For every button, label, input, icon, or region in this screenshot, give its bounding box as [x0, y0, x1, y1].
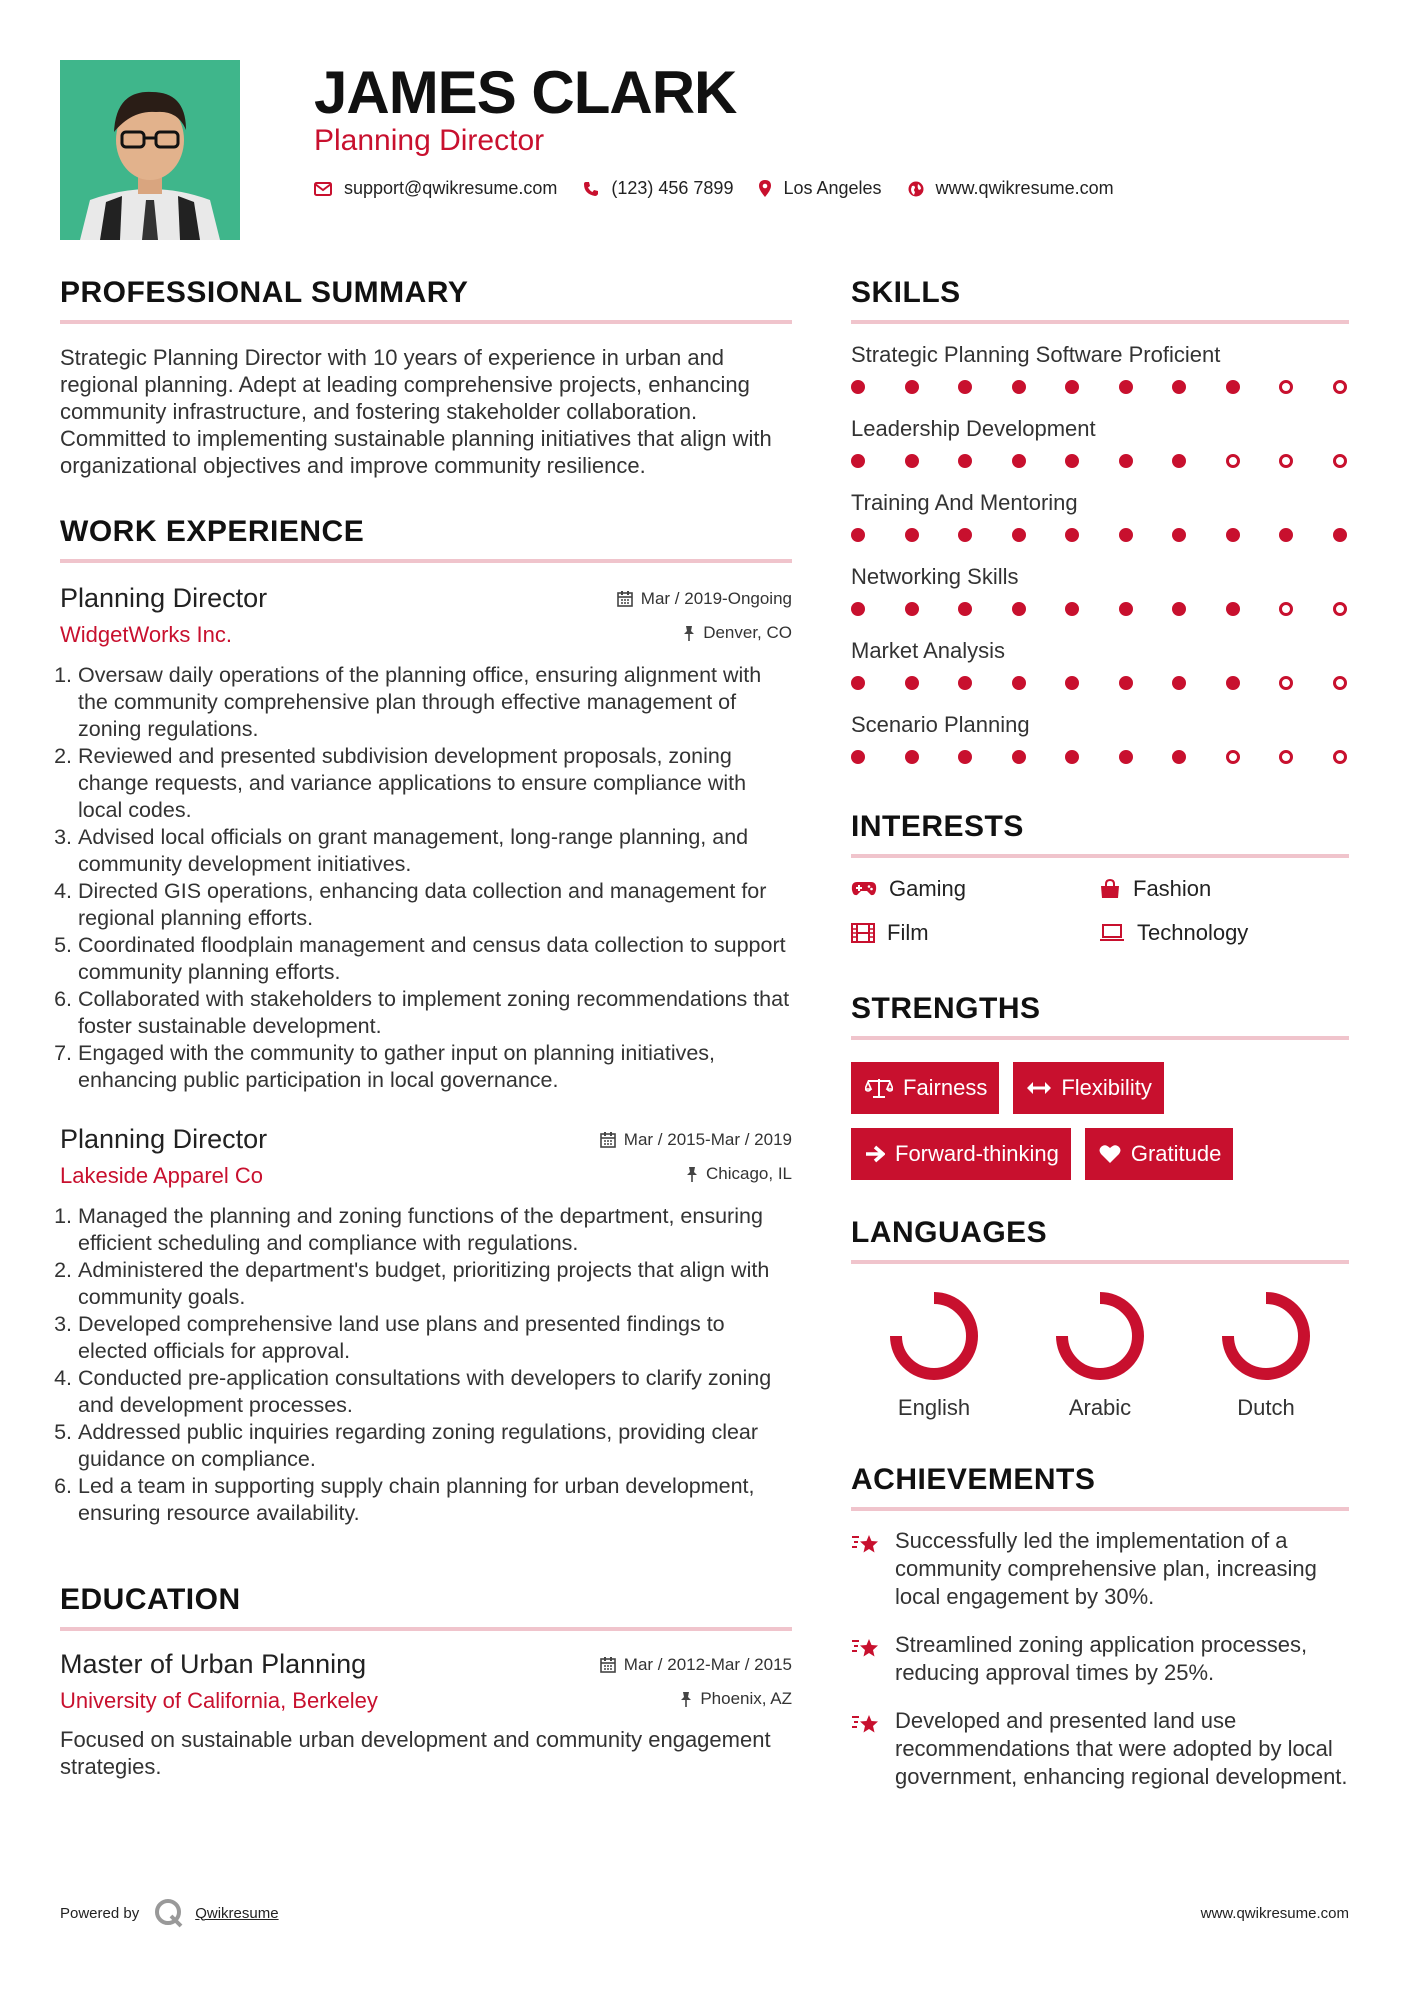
- heart-icon: [1099, 1144, 1121, 1164]
- achievement-text: Developed and presented land use recommendations that were adopted by local government, enhancing regional development.: [895, 1708, 1348, 1789]
- achievements-list: [851, 1527, 1349, 1791]
- achievement-item: [851, 1631, 1349, 1687]
- degree-title: Master of Urban Planning: [60, 1649, 367, 1679]
- shooting-star-icon: [851, 1635, 881, 1661]
- skill-item: [851, 342, 1349, 394]
- rating-dot-empty: [1226, 454, 1240, 468]
- list-item: 1. Oversaw daily operations of the planning office, ensuring alignment with the community comprehensive plan through effective management of zoning regulations.: [78, 662, 792, 743]
- job-title: Planning Director: [60, 583, 268, 613]
- rating-dot-filled: [1172, 676, 1186, 690]
- skill-rating: [851, 750, 1349, 764]
- list-item: 6. Led a team in supporting supply chain planning for urban development, ensuring resource availability.: [78, 1473, 792, 1527]
- list-item: 2. Administered the department's budget, prioritizing projects that align with community goals.: [78, 1257, 792, 1311]
- achievements-heading: ACHIEVEMENTS: [851, 1463, 1096, 1496]
- strength-tag: [851, 1128, 1071, 1180]
- rating-dot-filled: [1172, 602, 1186, 616]
- section-divider: [60, 559, 792, 563]
- rating-dot-filled: [1012, 676, 1026, 690]
- interest-label: Film: [887, 920, 929, 945]
- rating-dot-filled: [851, 528, 865, 542]
- job-bullets: [60, 1203, 792, 1527]
- rating-dot-filled: [1012, 602, 1026, 616]
- strength-label: Forward-thinking: [895, 1141, 1059, 1166]
- rating-dot-filled: [1012, 380, 1026, 394]
- summary-heading: PROFESSIONAL SUMMARY: [60, 276, 469, 309]
- section-divider: [851, 1260, 1349, 1264]
- skill-item: [851, 416, 1349, 468]
- arrow-right-icon: [865, 1145, 885, 1163]
- rating-dot-filled: [1119, 454, 1133, 468]
- gamepad-icon: [851, 881, 877, 897]
- list-item: 3. Advised local officials on grant management, long-range planning, and community development initiatives.: [78, 824, 792, 878]
- list-item: 3. Developed comprehensive land use plans and presented findings to elected officials for approval.: [78, 1311, 792, 1365]
- education-heading: EDUCATION: [60, 1583, 241, 1616]
- skill-rating: [851, 528, 1349, 542]
- rating-dot-filled: [851, 380, 865, 394]
- website-text: www.qwikresume.com: [935, 178, 1114, 198]
- envelope-icon: [314, 182, 332, 196]
- rating-dot-filled: [1119, 380, 1133, 394]
- summary-text: Strategic Planning Director with 10 years of experience in urban and regional planning. Adept at leading comprehensive projects, enhancing community infrastructure, and fostering stakeholder collaboration. Committed to implementing sustainable planning initiatives that align with organizational objectives and improve community resilience.: [60, 345, 772, 478]
- skill-item: [851, 490, 1349, 542]
- shooting-star-icon: [851, 1531, 881, 1557]
- section-divider: [851, 854, 1349, 858]
- qwikresume-logo-icon: [153, 1898, 185, 1928]
- interest-label: Gaming: [889, 876, 967, 901]
- skill-name: Training And Mentoring: [851, 490, 1078, 515]
- rating-dot-empty: [1279, 676, 1293, 690]
- rating-dot-empty: [1333, 750, 1347, 764]
- education-description: Focused on sustainable urban development and community engagement strategies.: [60, 1727, 771, 1779]
- skill-item: [851, 564, 1349, 616]
- job-dates: Mar / 2019-Ongoing: [640, 589, 792, 608]
- language-ring-arc: [1062, 1298, 1138, 1374]
- contact-website[interactable]: [908, 178, 1114, 199]
- section-divider: [851, 1036, 1349, 1040]
- rating-dot-filled: [1279, 528, 1293, 542]
- rating-dot-filled: [851, 676, 865, 690]
- rating-dot-empty: [1279, 454, 1293, 468]
- skill-item: [851, 712, 1349, 764]
- rating-dot-filled: [1172, 750, 1186, 764]
- phone-text: (123) 456 7899: [611, 178, 734, 198]
- achievement-text: Successfully led the implementation of a community comprehensive plan, increasing local engagement by 30%.: [895, 1528, 1317, 1609]
- interests-heading: INTERESTS: [851, 810, 1024, 843]
- calendar-icon: [600, 1132, 616, 1148]
- strength-label: Flexibility: [1061, 1075, 1152, 1100]
- map-marker-icon: [759, 180, 771, 197]
- skill-name: Leadership Development: [851, 416, 1096, 441]
- rating-dot-filled: [1226, 528, 1240, 542]
- interest-item: [1099, 876, 1349, 902]
- list-item: 2. Reviewed and presented subdivision development proposals, zoning change requests, and variance applications to ensure compliance with local codes.: [78, 743, 792, 824]
- list-item: 6. Collaborated with stakeholders to implement zoning recommendations that foster sustainable development.: [78, 986, 792, 1040]
- rating-dot-filled: [1119, 528, 1133, 542]
- skill-name: Strategic Planning Software Proficient: [851, 342, 1221, 367]
- interest-label: Fashion: [1133, 876, 1212, 901]
- phone-icon: [583, 181, 599, 197]
- candidate-name: JAMES CLARK: [314, 59, 737, 126]
- list-item: 4. Conducted pre-application consultations with developers to clarify zoning and development processes.: [78, 1365, 792, 1419]
- rating-dot-filled: [958, 528, 972, 542]
- rating-dot-filled: [1065, 528, 1079, 542]
- contact-bar: [314, 178, 1140, 199]
- education-dates: Mar / 2012-Mar / 2015: [623, 1655, 792, 1674]
- education-entry: [60, 1649, 792, 1780]
- brand-link[interactable]: Qwikresume: [195, 1904, 279, 1922]
- language-ring: [1052, 1288, 1148, 1384]
- rating-dot-filled: [905, 454, 919, 468]
- job-entry: [60, 1124, 792, 1527]
- rating-dot-filled: [958, 454, 972, 468]
- shooting-star-icon: [851, 1711, 881, 1737]
- achievement-item: [851, 1527, 1349, 1611]
- interest-label: Technology: [1137, 920, 1249, 945]
- powered-by-label: Powered by: [60, 1904, 140, 1922]
- rating-dot-filled: [1065, 454, 1079, 468]
- section-divider: [60, 320, 792, 324]
- language-ring: [886, 1288, 982, 1384]
- rating-dot-filled: [1012, 454, 1026, 468]
- list-item: 7. Engaged with the community to gather input on planning initiatives, enhancing public participation in local governance.: [78, 1040, 792, 1094]
- interest-item: [1099, 920, 1349, 946]
- rating-dot-filled: [1065, 380, 1079, 394]
- strength-label: Gratitude: [1130, 1141, 1222, 1166]
- calendar-icon: [617, 591, 633, 607]
- candidate-title: Planning Director: [314, 124, 545, 157]
- rating-dot-filled: [905, 676, 919, 690]
- rating-dot-filled: [1226, 602, 1240, 616]
- rating-dot-empty: [1279, 750, 1293, 764]
- rating-dot-empty: [1333, 380, 1347, 394]
- language-item: [851, 1288, 1017, 1421]
- globe-icon: [908, 181, 924, 197]
- laptop-icon: [1099, 924, 1125, 942]
- achievement-text: Streamlined zoning application processes, reducing approval times by 25%.: [895, 1632, 1308, 1685]
- skills-heading: SKILLS: [851, 276, 961, 309]
- film-icon: [851, 923, 875, 943]
- rating-dot-filled: [851, 454, 865, 468]
- contact-email[interactable]: [314, 178, 557, 199]
- interests-list: [851, 876, 1349, 946]
- rating-dot-filled: [1172, 528, 1186, 542]
- rating-dot-empty: [1279, 380, 1293, 394]
- job-dates: Mar / 2015-Mar / 2019: [623, 1130, 792, 1149]
- powered-by: [60, 1898, 279, 1928]
- list-item: 5. Addressed public inquiries regarding zoning regulations, providing clear guidance on compliance.: [78, 1419, 792, 1473]
- rating-dot-filled: [1065, 750, 1079, 764]
- rating-dot-empty: [1279, 602, 1293, 616]
- rating-dot-filled: [851, 750, 865, 764]
- balance-scale-icon: [865, 1077, 893, 1099]
- list-item: 5. Coordinated floodplain management and census data collection to support community planning efforts.: [78, 932, 792, 986]
- strength-tag: [1085, 1128, 1234, 1180]
- education-location: Phoenix, AZ: [700, 1689, 792, 1708]
- rating-dot-filled: [958, 676, 972, 690]
- rating-dot-filled: [1119, 750, 1133, 764]
- calendar-icon: [600, 1657, 616, 1673]
- job-company: WidgetWorks Inc.: [60, 622, 232, 647]
- rating-dot-filled: [1172, 380, 1186, 394]
- job-company: Lakeside Apparel Co: [60, 1163, 264, 1188]
- left-column: [60, 276, 792, 1780]
- language-name: English: [897, 1395, 971, 1420]
- rating-dot-filled: [905, 528, 919, 542]
- job-entry: [60, 583, 792, 1094]
- arrows-horizontal-icon: [1027, 1081, 1051, 1095]
- rating-dot-empty: [1333, 676, 1347, 690]
- interest-item: [851, 876, 1099, 902]
- pin-icon: [680, 1691, 692, 1707]
- experience-heading: WORK EXPERIENCE: [60, 515, 365, 548]
- rating-dot-filled: [1333, 528, 1347, 542]
- strength-tag: [851, 1062, 999, 1114]
- rating-dot-filled: [958, 380, 972, 394]
- school-name: University of California, Berkeley: [60, 1688, 378, 1713]
- skills-list: [851, 342, 1349, 764]
- rating-dot-empty: [1333, 454, 1347, 468]
- rating-dot-filled: [905, 750, 919, 764]
- language-name: Dutch: [1237, 1395, 1295, 1420]
- language-ring-arc: [896, 1298, 972, 1374]
- language-item: [1017, 1288, 1183, 1421]
- rating-dot-filled: [1065, 676, 1079, 690]
- list-item: 4. Directed GIS operations, enhancing data collection and management for regional planning efforts.: [78, 878, 792, 932]
- profile-photo: [60, 60, 240, 240]
- rating-dot-filled: [958, 750, 972, 764]
- language-ring: [1218, 1288, 1314, 1384]
- rating-dot-filled: [958, 602, 972, 616]
- skill-rating: [851, 602, 1349, 616]
- rating-dot-filled: [905, 380, 919, 394]
- right-column: [851, 276, 1349, 1791]
- rating-dot-filled: [905, 602, 919, 616]
- skill-name: Scenario Planning: [851, 712, 1030, 737]
- pin-icon: [686, 1166, 698, 1182]
- rating-dot-filled: [1012, 528, 1026, 542]
- rating-dot-filled: [1065, 602, 1079, 616]
- rating-dot-filled: [1119, 676, 1133, 690]
- section-divider: [60, 1627, 792, 1631]
- languages-list: [851, 1288, 1349, 1421]
- strength-tag: [1013, 1062, 1163, 1114]
- rating-dot-empty: [1333, 602, 1347, 616]
- language-ring-arc: [1228, 1298, 1304, 1374]
- shopping-bag-icon: [1099, 879, 1121, 899]
- pin-icon: [683, 625, 695, 641]
- footer-website[interactable]: www.qwikresume.com: [1200, 1904, 1349, 1922]
- strengths-heading: STRENGTHS: [851, 992, 1041, 1025]
- email-text: support@qwikresume.com: [344, 178, 558, 198]
- location-text: Los Angeles: [783, 178, 882, 198]
- rating-dot-filled: [851, 602, 865, 616]
- achievement-item: [851, 1707, 1349, 1791]
- section-divider: [851, 320, 1349, 324]
- section-divider: [851, 1507, 1349, 1511]
- job-location: Denver, CO: [703, 623, 792, 642]
- skill-rating: [851, 676, 1349, 690]
- rating-dot-filled: [1012, 750, 1026, 764]
- languages-heading: LANGUAGES: [851, 1216, 1048, 1249]
- skill-item: [851, 638, 1349, 690]
- skill-name: Market Analysis: [851, 638, 1006, 663]
- rating-dot-filled: [1119, 602, 1133, 616]
- contact-phone[interactable]: [583, 178, 733, 199]
- skill-name: Networking Skills: [851, 564, 1019, 589]
- rating-dot-filled: [1226, 380, 1240, 394]
- language-item: [1183, 1288, 1349, 1421]
- strengths-list: [851, 1062, 1349, 1194]
- interest-item: [851, 920, 1099, 946]
- list-item: 1. Managed the planning and zoning functions of the department, ensuring efficient scheduling and compliance with regulations.: [78, 1203, 792, 1257]
- contact-location: [759, 178, 881, 199]
- rating-dot-empty: [1226, 750, 1240, 764]
- job-title: Planning Director: [60, 1124, 268, 1154]
- rating-dot-filled: [1172, 454, 1186, 468]
- footer: [60, 1898, 1349, 1928]
- skill-rating: [851, 380, 1349, 394]
- skill-rating: [851, 454, 1349, 468]
- job-bullets: [60, 662, 792, 1094]
- job-location: Chicago, IL: [706, 1164, 792, 1183]
- strength-label: Fairness: [903, 1075, 988, 1100]
- language-name: Arabic: [1068, 1395, 1132, 1420]
- rating-dot-filled: [1226, 676, 1240, 690]
